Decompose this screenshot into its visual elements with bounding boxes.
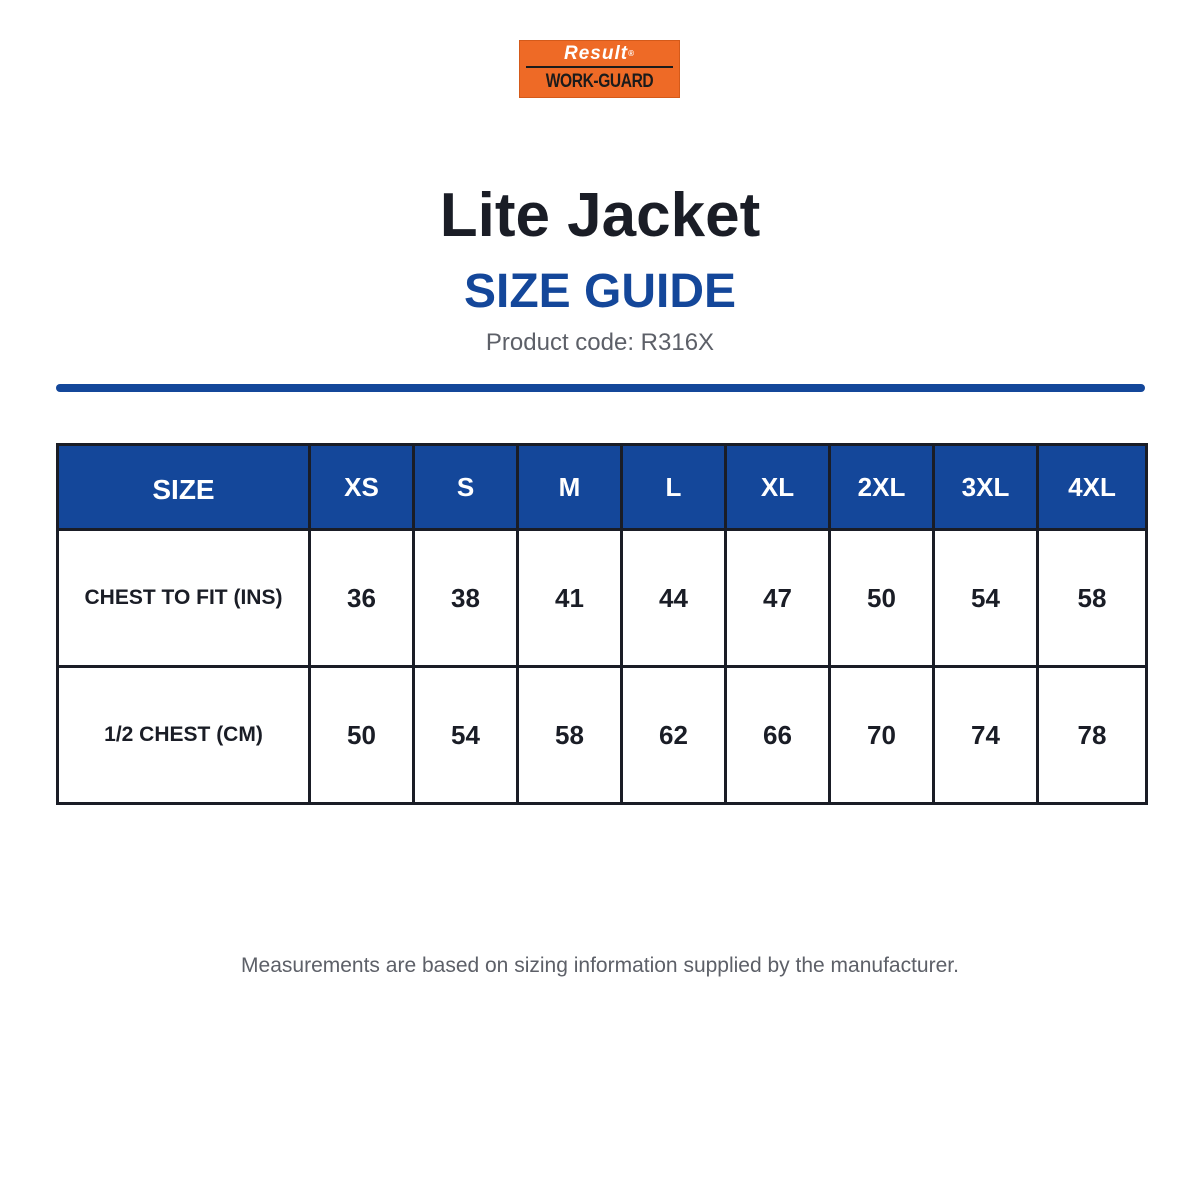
table-header-row <box>58 445 1147 530</box>
header-divider <box>56 384 1145 392</box>
table-cell: 44 <box>622 530 726 667</box>
brand-logo <box>519 40 680 98</box>
size-table <box>56 443 1148 805</box>
table-cell: 70 <box>830 667 934 804</box>
column-header: XL <box>726 445 830 530</box>
column-header-size: SIZE <box>58 445 310 530</box>
table-cell: 50 <box>830 530 934 667</box>
table-row <box>58 530 1147 667</box>
table-cell: 66 <box>726 667 830 804</box>
column-header: 3XL <box>934 445 1038 530</box>
page-subtitle: SIZE GUIDE <box>463 265 737 318</box>
column-header: L <box>622 445 726 530</box>
table-cell: 58 <box>1038 530 1147 667</box>
table-cell: 58 <box>518 667 622 804</box>
logo-divider <box>526 66 673 68</box>
table-cell: 54 <box>414 667 518 804</box>
table-cell: 74 <box>934 667 1038 804</box>
table-cell: 38 <box>414 530 518 667</box>
logo-brand-text: Result® <box>564 43 635 64</box>
logo-sub-brand-text: WORK-GUARD <box>545 71 654 92</box>
page-title: Lite Jacket <box>439 181 761 250</box>
table-cell: 62 <box>622 667 726 804</box>
table-cell: 50 <box>310 667 414 804</box>
table-cell: 36 <box>310 530 414 667</box>
row-label: CHEST TO FIT (INS) <box>58 530 310 667</box>
column-header: 2XL <box>830 445 934 530</box>
table-row <box>58 667 1147 804</box>
row-label: 1/2 CHEST (CM) <box>58 667 310 804</box>
table-cell: 54 <box>934 530 1038 667</box>
product-code: Product code: R316X <box>485 329 715 356</box>
column-header: S <box>414 445 518 530</box>
column-header: 4XL <box>1038 445 1147 530</box>
table-cell: 41 <box>518 530 622 667</box>
table-cell: 78 <box>1038 667 1147 804</box>
column-header: M <box>518 445 622 530</box>
footnote: Measurements are based on sizing information supplied by the manufacturer. <box>241 954 959 977</box>
table-cell: 47 <box>726 530 830 667</box>
column-header: XS <box>310 445 414 530</box>
